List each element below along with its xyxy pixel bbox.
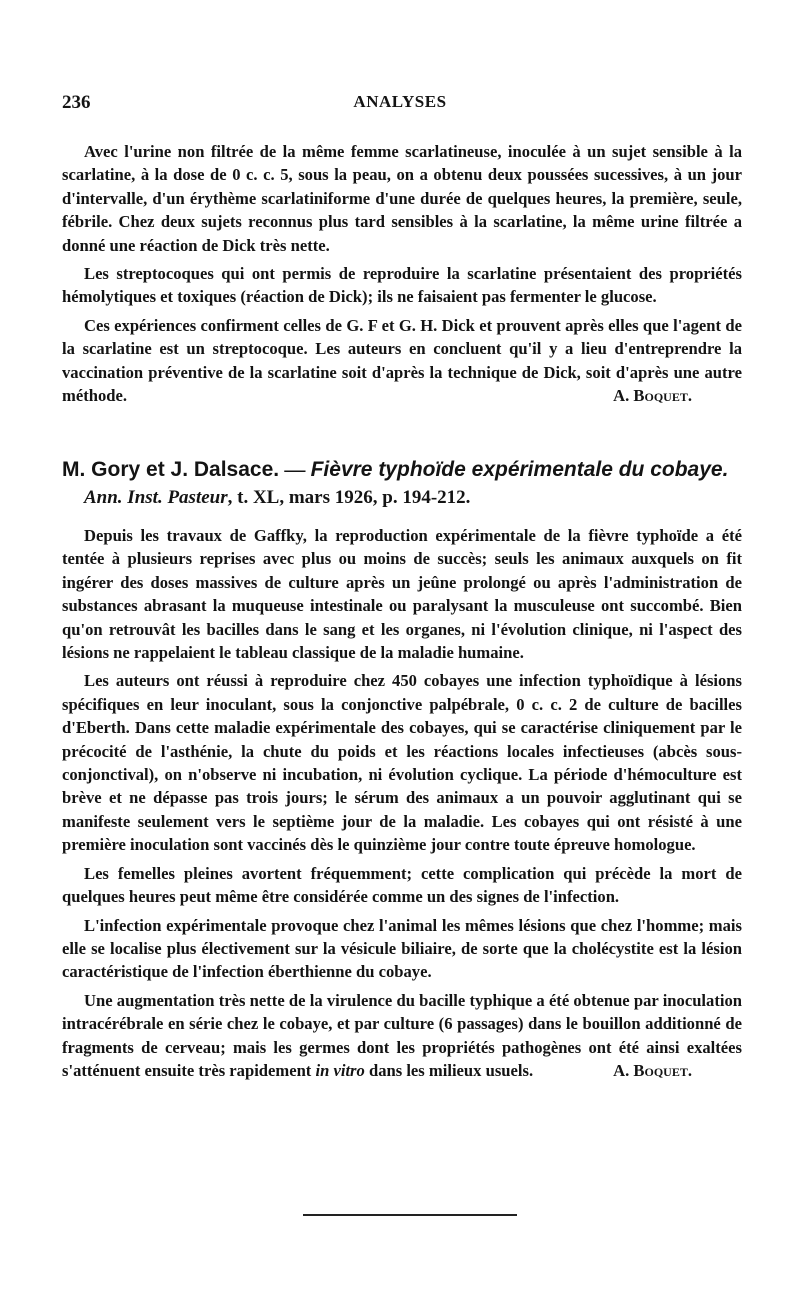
citation-details: , t. XL, mars 1926, p. 194-212. xyxy=(227,487,471,508)
end-rule xyxy=(303,1214,517,1216)
paragraph: Avec l'urine non filtrée de la même femme scarlatineuse, inoculée à un sujet sensible à la scarlatine, à la dose de 0 c. c. 5, sous la peau, on a obtenu deux poussées sucessives, à un jour d'intervalle, d'un érythème scarlatiniforme d'une durée de quelques heures, la première, seule, fébrile. Chez deux sujets reconnus plus tard sensibles à la scarlatine, la même urine filtrée a donné une réaction de Dick très nette. xyxy=(62,142,742,255)
article-authors: M. Gory et J. Dalsace. xyxy=(62,458,280,481)
paragraph: Les femelles pleines avortent fréquemment; cette complication qui précède la mort de quelques heures peut même être considérée comme un des signes de l'infection. xyxy=(62,863,742,907)
article-heading xyxy=(62,455,752,512)
page-header xyxy=(62,92,738,118)
paragraph: Depuis les travaux de Gaffky, la reproduction expérimentale de la fièvre typhoïde a été tentée à plusieurs reprises avec plus ou moins de succès; seuls les animaux auxquels on fit ingérer des doses massives de culture après un jeûne prolongé ou après l'administration de substances abrasant la muqueuse intestinale ou paralysant la musculeuse ont succombé. Bien qu'on retrouvât les bacilles dans le sang et les organes, ni l'évolution clinique, ni l'aspect des lésions ne rappelaient le tableau classique de la maladie humaine. xyxy=(62,526,742,663)
signature: A. Boquet. xyxy=(613,1060,692,1080)
paragraph-text: Une augmentation très nette de la virulence du bacille typhique a été obtenue par inoculation intracérébrale en série chez le cobaye, et par culture (6 passages) dans le bouillon additionné de fragments de cerveau; mais les germes dont les propriétés pathogènes ont été ainsi exaltées s'atténuent ensuite très rapidement xyxy=(62,990,742,1080)
paragraph: L'infection expérimentale provoque chez l'animal les mêmes lésions que chez l'homme; mais elle se localise plus électivement sur la vésicule biliaire, de sorte que la cholécystite est la lésion caractéristique de l'infection éberthienne du cobaye. xyxy=(62,915,742,982)
signature: A. Boquet. xyxy=(613,386,692,406)
paragraph xyxy=(62,989,742,1083)
page-number: 236 xyxy=(62,92,91,113)
paragraph xyxy=(62,314,742,408)
article-citation xyxy=(84,484,752,512)
paragraph-text-end: dans les milieux usuels. xyxy=(364,1060,534,1080)
previous-article-continuation xyxy=(62,140,742,412)
paragraph: Les streptocoques qui ont permis de reproduire la scarlatine présentaient des propriétés hémolytiques et toxiques (réaction de Dick); ils ne faisaient pas fermenter le glucose. xyxy=(62,264,742,307)
title-dash: — xyxy=(279,457,311,481)
article-body xyxy=(62,524,742,1087)
article-title: Fièvre typhoïde expérimentale du cobaye. xyxy=(310,458,729,481)
paragraph-text: Ces expériences confirment celles de G. F et G. H. Dick et prouvent après elles que l'agent de la scarlatine est un streptocoque. Les auteurs en concluent qu'il y a lieu d'entreprendre la vaccination préventive de la scarlatine soit d'après la technique de Dick, soit d'après une autre méthode. xyxy=(62,315,742,406)
running-title: ANALYSES xyxy=(353,92,447,111)
italic-term: in vitro xyxy=(315,1060,365,1080)
journal-name: Ann. Inst. Pasteur xyxy=(84,487,228,508)
paragraph: Les auteurs ont réussi à reproduire chez 450 cobayes une infection typhoïdique à lésions spécifiques en leur inoculant, sous la conjonctive palpébrale, 0 c. c. 2 de culture de bacilles d'Eberth. Dans cette maladie expérimentale des cobayes, qui se caractérise cliniquement par le précocité de l'asthénie, la chute du poids et les réactions locales infectieuses (abcès sous-conjonctival), on n'observe ni incubation, ni évolution cyclique. La période d'hémoculture est brève et ne dépasse pas trois jours; le sérum des animaux a un pouvoir agglutinant qui se manifeste seulement vers le septième jour de la maladie. Les cobayes qui ont résisté à une première inoculation sont vaccinés dès le quinzième jour contre toute épreuve homologue. xyxy=(62,671,742,855)
authors-title-line xyxy=(62,455,752,484)
